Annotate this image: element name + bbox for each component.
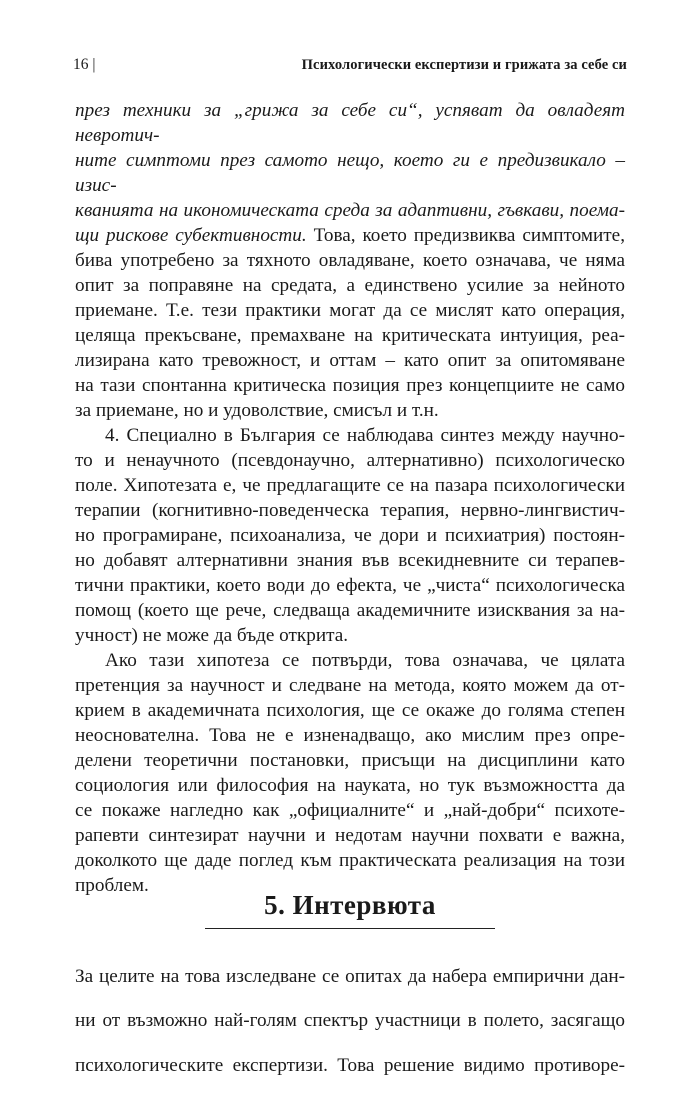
text-line: 4. Специално в България се наблюдава синтез между научно- (105, 425, 625, 446)
text-line: делени теоретични постановки, присъщи на дисциплини като (75, 750, 625, 771)
text-line: целяща прекъсване, премахване на критическата интуиция, реа- (75, 325, 625, 346)
heading-divider (205, 928, 495, 929)
text-line: За целите на това изследване се опитах да набера емпирични дан- (75, 966, 625, 988)
text-line: Ако тази хипотеза се потвърди, това означава, че цялата (105, 650, 625, 671)
text-line: тични практики, което води до ефекта, че „чиста“ психологическа (75, 575, 625, 596)
text-line: доколкото ще даде поглед към практическата реализация на този (75, 850, 625, 871)
section-heading-block (0, 888, 700, 922)
running-title: Психологически експертизи и грижата за себе си (301, 57, 627, 73)
text-line: неоснователна. Това не е изненадващо, ако мислим през опре- (75, 725, 625, 746)
text-line: то и ненаучното (псевдонаучно, алтернативно) психологическо (75, 450, 625, 471)
text-line (75, 223, 625, 248)
text-line: кванията на икономическата среда за адаптивни, гъвкави, поема- (75, 200, 625, 221)
text-line: за приемане, но и удоволствие, смисъл и т.н. (75, 400, 439, 421)
text-line: рапевти синтезират научни и недотам научни похвати е важна, (75, 825, 625, 846)
text-line: опит за поправяне на средата, а единствено усилие за нейното (75, 275, 625, 296)
text-line: през техники за „грижа за себе си“, успяват да овладеят невротич- (75, 100, 625, 146)
text-line: бива употребено за тяхното овладяване, което означава, че няма (75, 250, 625, 271)
text-line: терапии (когнитивно-поведенческа терапия, нервно-лингвистич- (75, 500, 625, 521)
text-line: но добавят алтернативни знания във всекидневните си терапев- (75, 550, 625, 571)
body-text-section (75, 945, 625, 1097)
text-line: се покаже нагледно как „официалните“ и „най-добри“ психоте- (75, 800, 625, 821)
text-line: учност) не може да бъде открита. (75, 625, 349, 646)
text-line-italic-part: щи рискове субективности. (75, 225, 307, 246)
text-line: проблем. (75, 875, 149, 896)
text-line: на тази спонтанна критическа позиция през концепциите не само (75, 375, 625, 396)
body-text (75, 98, 625, 898)
text-line: ни от възможно най-голям спектър участници в полето, засягащо (75, 1010, 625, 1032)
section-heading: 5. Интервюта (264, 890, 436, 920)
text-line: крием в академичната психология, ще се окаже до голяма степен (75, 700, 625, 721)
text-line: но програмиране, психоанализа, че дори и психиатрия) постоян- (75, 525, 625, 546)
text-line: претенция за научност и следване на метода, която можем да от- (75, 675, 625, 696)
text-line: социология или философия на науката, но тук възможността да (75, 775, 625, 796)
text-line: поле. Хипотезата е, че предлагащите се на пазара психологически (75, 475, 625, 496)
text-line-roman-part: Това, което предизвиква симптомите, (306, 225, 625, 246)
page-header (73, 56, 627, 80)
text-line: помощ (което ще рече, следваща академичните изисквания за на- (75, 600, 625, 621)
page-number: 16 | (73, 56, 96, 73)
text-line: приемане. Т.е. тези практики могат да се мислят като операция, (75, 300, 625, 321)
text-line: лизирана като тревожност, и оттам – като опит за опитомяване (75, 350, 625, 371)
text-line: ните симптоми през самото нещо, което ги е предизвикало – изис- (75, 150, 625, 196)
text-line: психологическите експертизи. Това решение видимо противоре- (75, 1054, 625, 1076)
